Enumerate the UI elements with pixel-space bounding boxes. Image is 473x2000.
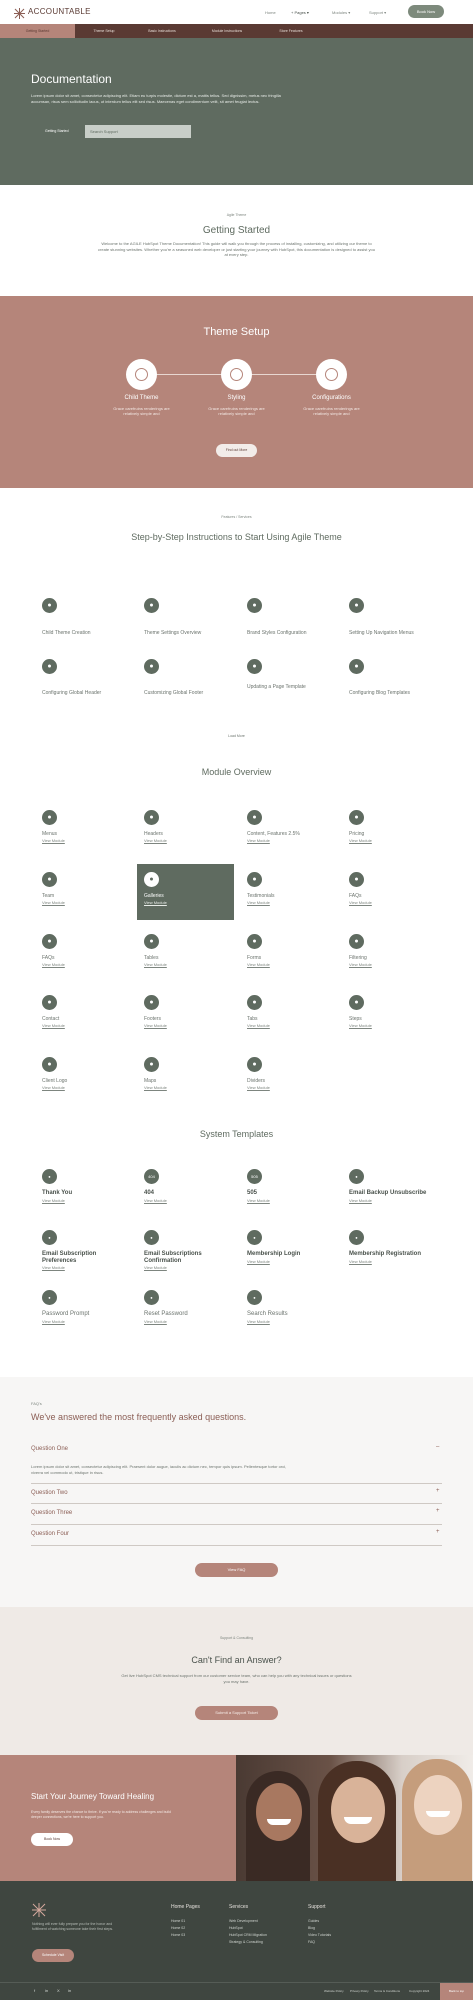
logo-icon: ● xyxy=(42,1057,57,1072)
instruction-label[interactable]: Configuring Blog Templates xyxy=(349,690,411,696)
view-module-link[interactable]: View Module xyxy=(144,962,167,967)
plus-icon[interactable]: + xyxy=(436,1529,440,1535)
journey-body: Every family deserves the chance to thrive. If you're ready to address challenges and build deeper connections, we're here to support you. xyxy=(31,1810,171,1819)
journey-section xyxy=(0,1755,473,1881)
footer-link[interactable]: HubSpot xyxy=(229,1926,243,1930)
module-overview-title: Module Overview xyxy=(201,767,272,777)
blog-icon[interactable]: ● xyxy=(349,659,364,674)
view-module-link[interactable]: View Module xyxy=(144,1085,167,1090)
module-title: FAQs xyxy=(349,893,362,899)
step-title: Child Theme xyxy=(124,395,159,401)
faq-divider xyxy=(31,1524,442,1525)
linkedin-icon[interactable]: in xyxy=(68,1988,72,1993)
menu-icon: ● xyxy=(42,810,57,825)
key-icon: ● xyxy=(42,1290,57,1305)
page-icon[interactable]: ● xyxy=(247,659,262,674)
nav-home[interactable]: Home xyxy=(265,10,276,15)
view-module-link[interactable]: View Module xyxy=(144,1265,167,1270)
chevron-down-icon: ▾ xyxy=(383,10,387,15)
heart-icon: ● xyxy=(42,1169,57,1184)
back-to-top-button[interactable]: Back to top xyxy=(440,1983,473,2000)
faq-question-two[interactable]: Question Two xyxy=(31,1490,68,1496)
support-section xyxy=(0,1607,473,1755)
footer-icon[interactable]: ● xyxy=(144,659,159,674)
view-module-link[interactable]: View Module xyxy=(144,838,167,843)
template-title: Search Results xyxy=(247,1311,288,1317)
module-title: Filtering xyxy=(349,955,367,961)
view-module-link[interactable]: View Module xyxy=(42,900,65,905)
header xyxy=(0,0,473,24)
view-module-link[interactable]: View Module xyxy=(42,1085,65,1090)
question-icon: ● xyxy=(42,934,57,949)
form-icon: ● xyxy=(247,934,262,949)
gear-icon[interactable]: ● xyxy=(144,598,159,613)
footer-link[interactable]: Blog xyxy=(308,1926,316,1930)
template-title: 404 xyxy=(144,1190,155,1196)
contact-icon: ● xyxy=(42,995,57,1010)
gear-icon xyxy=(135,368,148,381)
logo-icon[interactable] xyxy=(14,6,25,17)
view-module-link[interactable]: View Module xyxy=(144,1198,167,1203)
module-overview-section xyxy=(0,750,473,1095)
tabs-icon: ● xyxy=(247,995,262,1010)
view-module-link[interactable]: View Module xyxy=(247,838,270,843)
view-module-link[interactable]: View Module xyxy=(42,962,65,967)
footer-col-title: Home Pages xyxy=(171,1904,200,1910)
step-configurations[interactable] xyxy=(316,359,347,390)
view-module-link[interactable]: View Module xyxy=(144,1319,167,1324)
view-module-link[interactable]: View Module xyxy=(247,1319,270,1324)
step-desc: Grace carefruins renderings are relatively simple and xyxy=(208,406,265,416)
tag-icon: ● xyxy=(349,810,364,825)
view-module-link[interactable]: View Module xyxy=(349,1023,372,1028)
module-title: Menus xyxy=(42,831,58,837)
user-icon: ● xyxy=(349,1230,364,1245)
footer-col-title: Support xyxy=(308,1904,326,1910)
view-module-link[interactable]: View Module xyxy=(349,1198,372,1203)
view-module-link[interactable]: View Module xyxy=(349,962,372,967)
steps-icon: ● xyxy=(349,995,364,1010)
copyright-text: Copyright 2024 xyxy=(409,1989,430,1993)
module-title: Contact xyxy=(42,1016,60,1022)
legal-website-policy[interactable]: Website Policy xyxy=(324,1989,344,1993)
settings-icon xyxy=(325,368,338,381)
view-module-link[interactable]: View Module xyxy=(247,1259,270,1264)
smiling-women-photo xyxy=(236,1755,473,1881)
find-out-more-button[interactable]: Find out More xyxy=(216,444,257,457)
faq-question-four[interactable]: Question Four xyxy=(31,1531,70,1537)
404-icon: 404 xyxy=(144,1169,159,1184)
module-title: Footers xyxy=(144,1016,161,1022)
footer-link[interactable]: Home 02 xyxy=(171,1926,186,1930)
faq-divider xyxy=(31,1483,442,1484)
module-title: Tabs xyxy=(247,1016,258,1022)
linkedin-icon[interactable]: in xyxy=(45,1988,49,1993)
view-module-link[interactable]: View Module xyxy=(42,1023,65,1028)
module-title: Client Logo xyxy=(42,1078,68,1084)
template-title: Email Backup Unsubscribe xyxy=(349,1190,427,1196)
logo-text[interactable]: ACCOUNTABLE xyxy=(28,7,91,16)
gear-icon[interactable]: ● xyxy=(42,598,57,613)
faq-title: We've answered the most frequently asked questions. xyxy=(31,1412,247,1422)
view-module-link[interactable]: View Module xyxy=(42,1198,65,1203)
divider-icon: ● xyxy=(247,1057,262,1072)
support-body: Get live HubSpot CMS technical support from our customer service team, who can help you with any technical issues or questions you may have. xyxy=(121,1673,352,1684)
filter-icon: ● xyxy=(349,934,364,949)
header-icon[interactable]: ● xyxy=(42,659,57,674)
system-templates-section xyxy=(0,1112,473,1377)
template-title: 505 xyxy=(247,1190,258,1196)
tab-module-instructions[interactable]: Module Instructions xyxy=(211,29,243,33)
header-icon: ● xyxy=(144,810,159,825)
support-eyebrow: Support & Consulting xyxy=(219,1636,254,1640)
view-module-link[interactable]: View Module xyxy=(349,838,372,843)
module-title: Tables xyxy=(144,955,159,961)
instruction-label[interactable]: Child Theme Creation xyxy=(42,630,91,636)
module-title: Headers xyxy=(144,831,163,837)
footer-icon: ● xyxy=(144,995,159,1010)
tab-bar xyxy=(0,24,473,38)
module-title: Team xyxy=(42,893,55,899)
getting-started-eyebrow: Agile Theme xyxy=(226,213,247,217)
instruction-label[interactable]: Setting Up Navigation Menus xyxy=(349,630,414,636)
view-module-link[interactable]: View Module xyxy=(247,900,270,905)
footer-link[interactable]: FAQ xyxy=(308,1940,316,1944)
footer-divider xyxy=(0,1982,473,1983)
faq-question-three[interactable]: Question Three xyxy=(31,1510,73,1516)
map-icon: ● xyxy=(144,1057,159,1072)
view-module-link[interactable]: View Module xyxy=(247,1023,270,1028)
step-child-theme[interactable] xyxy=(126,359,157,390)
facebook-icon[interactable]: f xyxy=(34,1988,36,1993)
faq-divider xyxy=(31,1545,442,1546)
team-icon: ● xyxy=(42,872,57,887)
instruction-label[interactable]: Updating a Page Template xyxy=(247,684,306,690)
faq-eyebrow: FAQ's xyxy=(31,1401,42,1406)
page-title: Documentation xyxy=(31,72,112,86)
instruction-label[interactable]: Customizing Global Footer xyxy=(144,690,204,696)
footer-link[interactable]: Home 03 xyxy=(171,1933,186,1937)
module-title: Steps xyxy=(349,1016,362,1022)
dots-icon: ● xyxy=(144,1290,159,1305)
search-icon: ● xyxy=(247,1290,262,1305)
module-title: Maps xyxy=(144,1078,157,1084)
instruction-label[interactable]: Theme Settings Overview xyxy=(144,630,202,636)
plus-icon: + xyxy=(291,10,295,15)
faq-question-one[interactable]: Question One xyxy=(31,1446,69,1452)
load-more-link[interactable]: Load More xyxy=(228,734,245,738)
nav-modules[interactable]: Modules ▾ xyxy=(332,10,351,15)
template-title: Email Subscriptions Confirmation xyxy=(144,1251,202,1264)
theme-setup-title: Theme Setup xyxy=(203,326,270,338)
template-title: Password Prompt xyxy=(42,1311,90,1317)
faq-divider xyxy=(31,1503,442,1504)
view-module-link[interactable]: View Module xyxy=(247,1085,270,1090)
chevron-down-icon: ▾ xyxy=(305,10,309,15)
hero-section xyxy=(0,38,473,185)
view-faq-button[interactable]: View FAQ xyxy=(195,1563,278,1577)
instruction-label[interactable]: Configuring Global Header xyxy=(42,690,102,696)
faq-section xyxy=(0,1377,473,1607)
module-title: Forms xyxy=(247,955,262,961)
theme-setup-section xyxy=(0,296,473,488)
tab-basic-instructions[interactable]: Basic Instructions xyxy=(148,29,176,33)
instructions-section xyxy=(0,488,473,788)
footer-logo-icon[interactable] xyxy=(32,1903,46,1917)
getting-started-section xyxy=(0,185,473,296)
instruction-label[interactable]: Brand Styles Configuration xyxy=(247,630,307,636)
hero-description: Lorem ipsum dolor sit amet, consectetur adipiscing elit. Etiam eu turpis molestie, dictum est a, mattis tellus. Sed dignissim, metus nec fringilla accumsan, risus sem sollicitudin lacus, ut interdum tellus elit sed risus. Maecenas eget condimentum velit, sit amet feugiat lectus. xyxy=(31,93,281,104)
question-icon: ● xyxy=(349,872,364,887)
module-title: FAQs xyxy=(42,955,55,961)
view-module-link[interactable]: View Module xyxy=(144,900,167,905)
footer-link[interactable]: Strategy & Consulting xyxy=(229,1940,263,1944)
x-twitter-icon[interactable]: X xyxy=(57,1988,60,1993)
getting-started-title: Getting Started xyxy=(202,225,271,236)
system-templates-title: System Templates xyxy=(199,1129,274,1139)
search-label: Getting Started xyxy=(45,129,69,133)
legal-terms[interactable]: Terms & Conditions xyxy=(374,1989,401,1993)
minus-icon[interactable]: – xyxy=(436,1444,440,1450)
gallery-icon: ● xyxy=(144,872,159,887)
instructions-title: Step-by-Step Instructions to Start Using Agile Theme xyxy=(131,532,342,542)
template-title: Membership Registration xyxy=(349,1251,422,1257)
submit-support-ticket-button[interactable]: Submit a Support Ticket xyxy=(195,1706,278,1720)
footer-about: Nothing will ever fully prepare you for the honor and fulfillment of watching someone take their first steps. xyxy=(32,1922,114,1931)
tab-theme-setup[interactable]: Theme Setup xyxy=(93,29,115,33)
nav-support[interactable]: Support ▾ xyxy=(369,10,387,15)
brush-icon[interactable]: ● xyxy=(247,598,262,613)
chevron-down-icon: ▾ xyxy=(347,10,351,15)
505-icon: 505 xyxy=(247,1169,262,1184)
book-now-button[interactable]: Book Now xyxy=(408,5,444,18)
step-desc: Grace carefruins renderings are relatively simple and xyxy=(113,406,170,416)
tab-store-features[interactable]: Store Features xyxy=(279,29,303,33)
template-title: Membership Login xyxy=(247,1251,301,1257)
getting-started-body: Welcome to the AGILE HubSpot Theme Documentation! This guide will walk you through the process of installing, customizing, and utilizing our theme to create stunning websites. Whether you're a seasoned web developer or just starting your journey with HubSpot, this documentation is designed to assist you at every step. xyxy=(98,241,375,257)
legal-privacy-policy[interactable]: Privacy Policy xyxy=(350,1989,369,1993)
view-module-link[interactable]: View Module xyxy=(144,1023,167,1028)
template-title: Email Subscription Preferences xyxy=(42,1251,97,1264)
view-module-link[interactable]: View Module xyxy=(247,1198,270,1203)
footer-link[interactable]: Web Development xyxy=(229,1919,258,1923)
palette-icon xyxy=(230,368,243,381)
mail-icon: ● xyxy=(144,1230,159,1245)
journey-book-now-button[interactable]: Book Now xyxy=(31,1833,73,1846)
instructions-eyebrow: Features / Services xyxy=(221,515,252,519)
nav-pages[interactable]: + Pages ▾ xyxy=(291,10,309,15)
table-icon: ● xyxy=(144,934,159,949)
step-desc: Grace carefruins renderings are relatively simple and xyxy=(303,406,360,416)
footer-link[interactable]: Guides xyxy=(308,1919,320,1923)
view-module-link[interactable]: View Module xyxy=(247,962,270,967)
step-title: Styling xyxy=(227,395,246,401)
plus-icon[interactable]: + xyxy=(436,1508,440,1514)
footer-col-title: Services xyxy=(229,1904,249,1910)
footer-link[interactable]: HubSpot CRM Migration xyxy=(229,1933,267,1937)
menu-icon[interactable]: ● xyxy=(349,598,364,613)
login-icon: ● xyxy=(247,1230,262,1245)
mail-icon: ● xyxy=(42,1230,57,1245)
template-title: Reset Password xyxy=(144,1311,188,1317)
view-module-link[interactable]: View Module xyxy=(42,1265,65,1270)
template-title: Thank You xyxy=(42,1190,73,1196)
tab-getting-started[interactable]: Getting Started xyxy=(0,24,75,38)
search-input[interactable]: Search Support xyxy=(85,125,191,138)
footer-link[interactable]: Video Tutorials xyxy=(308,1933,332,1937)
star-icon: ● xyxy=(247,810,262,825)
view-module-link[interactable]: View Module xyxy=(349,900,372,905)
plus-icon[interactable]: + xyxy=(436,1488,440,1494)
quote-icon: ● xyxy=(247,872,262,887)
module-title: Galleries xyxy=(144,893,164,899)
view-module-link[interactable]: View Module xyxy=(42,838,65,843)
footer xyxy=(0,1881,473,2000)
module-title: Testimonials xyxy=(247,893,275,899)
view-module-link[interactable]: View Module xyxy=(42,1319,65,1324)
mail-icon: ● xyxy=(349,1169,364,1184)
faq-answer: Lorem ipsum dolor sit amet, consectetur adipiscing elit. Praesent dolor augue, iaculis ac dictum nec, tempor quis ipsum. Pellentesque tortor orci, viverra vel commodo ut, tristique in risus. xyxy=(31,1464,287,1475)
support-title: Can't Find an Answer? xyxy=(191,1655,282,1665)
step-title: Configurations xyxy=(312,395,351,401)
step-styling[interactable] xyxy=(221,359,252,390)
module-title: Content, Features 2.5% xyxy=(247,831,300,837)
schedule-visit-button[interactable]: Schedule Visit xyxy=(32,1949,74,1962)
module-title: Dividers xyxy=(247,1078,266,1084)
view-module-link[interactable]: View Module xyxy=(349,1259,372,1264)
journey-title: Start Your Journey Toward Healing xyxy=(31,1792,155,1801)
footer-link[interactable]: Home 01 xyxy=(171,1919,186,1923)
module-title: Pricing xyxy=(349,831,365,837)
